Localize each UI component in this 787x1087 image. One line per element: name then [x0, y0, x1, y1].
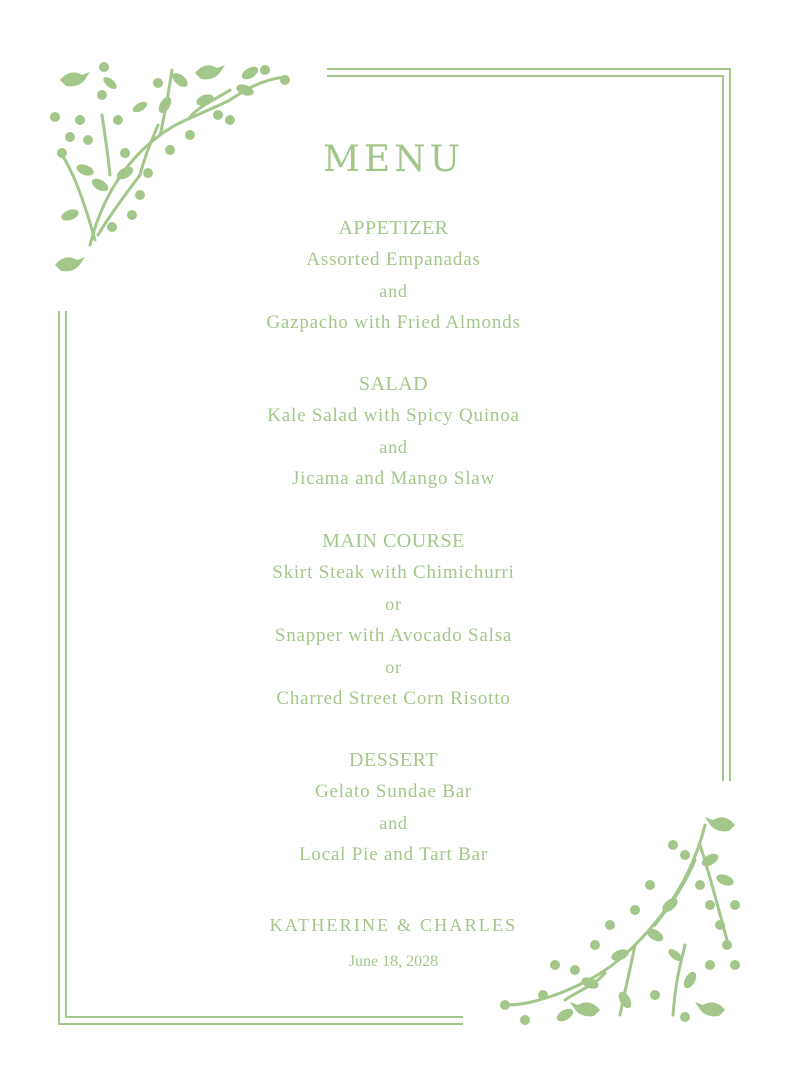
menu-item: Assorted Empanadas	[306, 249, 481, 270]
section-heading: APPETIZER	[338, 217, 449, 239]
menu-item: Gazpacho with Fried Almonds	[266, 312, 521, 333]
section-dessert	[0, 745, 787, 871]
couple-names: KATHERINE & CHARLES	[269, 915, 518, 935]
menu-item: Skirt Steak with Chimichurri	[272, 562, 515, 583]
menu-item: Charred Street Corn Risotto	[276, 688, 511, 709]
menu-item: Jicama and Mango Slaw	[291, 468, 496, 489]
frame-top-line-outer	[327, 68, 731, 70]
menu-title: MENU	[323, 139, 464, 180]
section-heading: DESSERT	[349, 749, 438, 771]
menu-item: Snapper with Avocado Salsa	[274, 625, 513, 646]
frame-bottom-line-outer	[58, 1023, 463, 1025]
section-heading: MAIN COURSE	[322, 530, 465, 552]
menu-conjunction: and	[379, 812, 408, 833]
section-main-course	[0, 526, 787, 715]
menu-item: Kale Salad with Spicy Quinoa	[267, 405, 520, 426]
menu-conjunction: and	[379, 436, 408, 457]
frame-bottom-line-inner	[65, 1016, 463, 1018]
section-salad	[0, 369, 787, 495]
menu-conjunction: or	[385, 656, 402, 677]
menu-item: Gelato Sundae Bar	[314, 781, 473, 802]
frame-top-line-inner	[327, 75, 724, 77]
menu-item: Local Pie and Tart Bar	[299, 844, 488, 865]
section-heading: SALAD	[358, 373, 429, 395]
menu-conjunction: and	[379, 280, 408, 301]
event-date: June 18, 2028	[348, 953, 439, 970]
section-appetizer	[0, 213, 787, 339]
menu-conjunction: or	[385, 593, 402, 614]
